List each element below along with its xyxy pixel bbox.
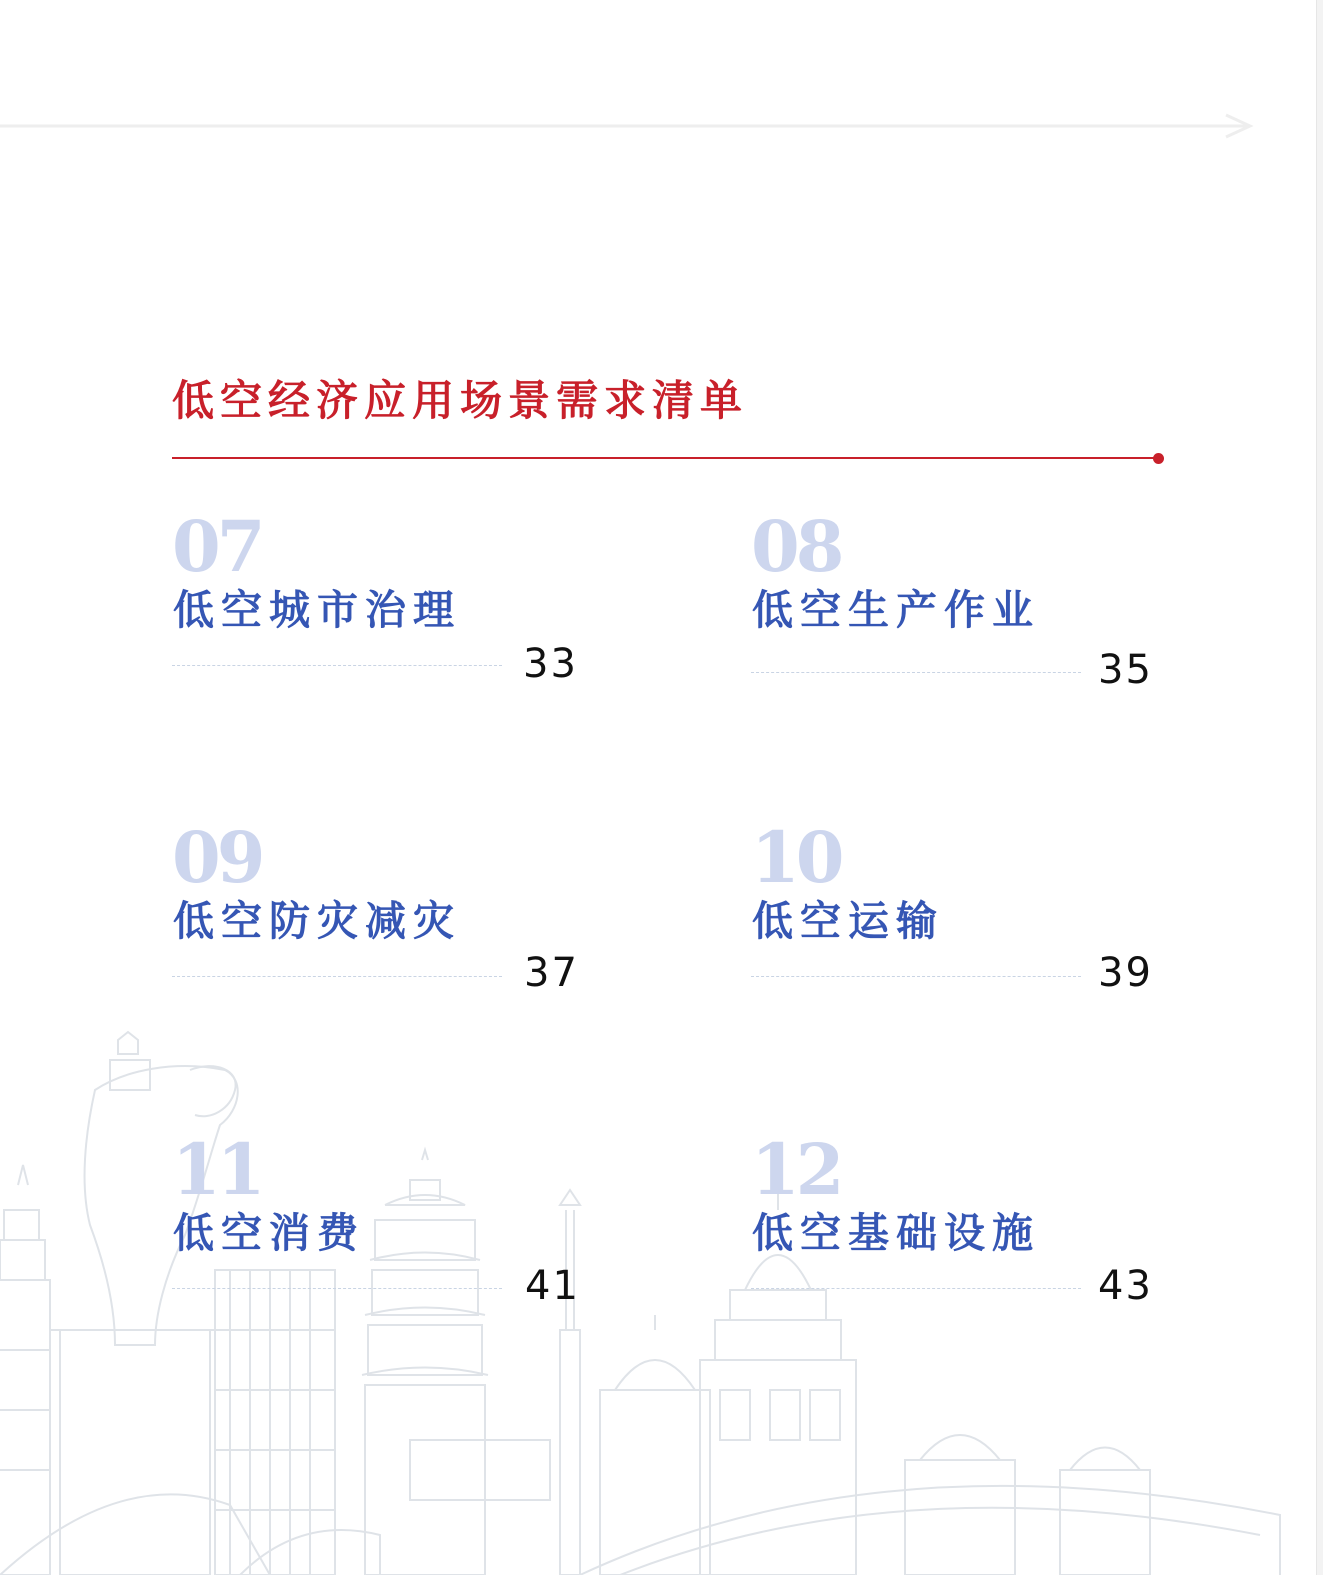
entry-label: 低空防灾减灾	[173, 897, 461, 945]
entry-number: 11	[172, 1128, 262, 1211]
dashed-leader	[172, 665, 502, 666]
dashed-leader	[751, 1288, 1081, 1289]
page-edge	[1316, 0, 1323, 1575]
entry-page-number: 39	[1098, 950, 1153, 996]
toc-entry[interactable]	[751, 816, 1171, 1023]
entry-number: 07	[172, 505, 262, 588]
entry-page-number: 33	[523, 641, 578, 687]
entry-number: 12	[751, 1128, 841, 1211]
decorative-arrow-line	[0, 112, 1270, 140]
toc-entry[interactable]	[172, 505, 592, 712]
entry-label: 低空生产作业	[752, 586, 1040, 634]
toc-entry[interactable]	[172, 816, 592, 1023]
entry-page-number: 37	[524, 950, 579, 996]
entry-label: 低空基础设施	[752, 1209, 1040, 1257]
dashed-leader	[751, 976, 1081, 977]
entry-label: 低空城市治理	[173, 586, 461, 634]
entry-page-number: 41	[525, 1263, 580, 1309]
toc-entry[interactable]	[172, 1128, 592, 1335]
entry-page-number: 43	[1098, 1263, 1153, 1309]
dashed-leader	[751, 672, 1081, 673]
entry-label: 低空运输	[752, 897, 944, 945]
title-underline-dot	[1153, 453, 1164, 464]
entry-number: 09	[172, 816, 262, 899]
entry-number: 10	[751, 816, 841, 899]
toc-entry[interactable]	[751, 1128, 1171, 1335]
entry-label: 低空消费	[173, 1209, 365, 1257]
dashed-leader	[172, 1288, 502, 1289]
toc-title: 低空经济应用场景需求清单	[172, 376, 749, 425]
entry-number: 08	[751, 505, 841, 588]
title-underline	[172, 457, 1158, 459]
entry-page-number: 35	[1098, 647, 1153, 693]
toc-entry[interactable]	[751, 505, 1171, 712]
dashed-leader	[172, 976, 502, 977]
